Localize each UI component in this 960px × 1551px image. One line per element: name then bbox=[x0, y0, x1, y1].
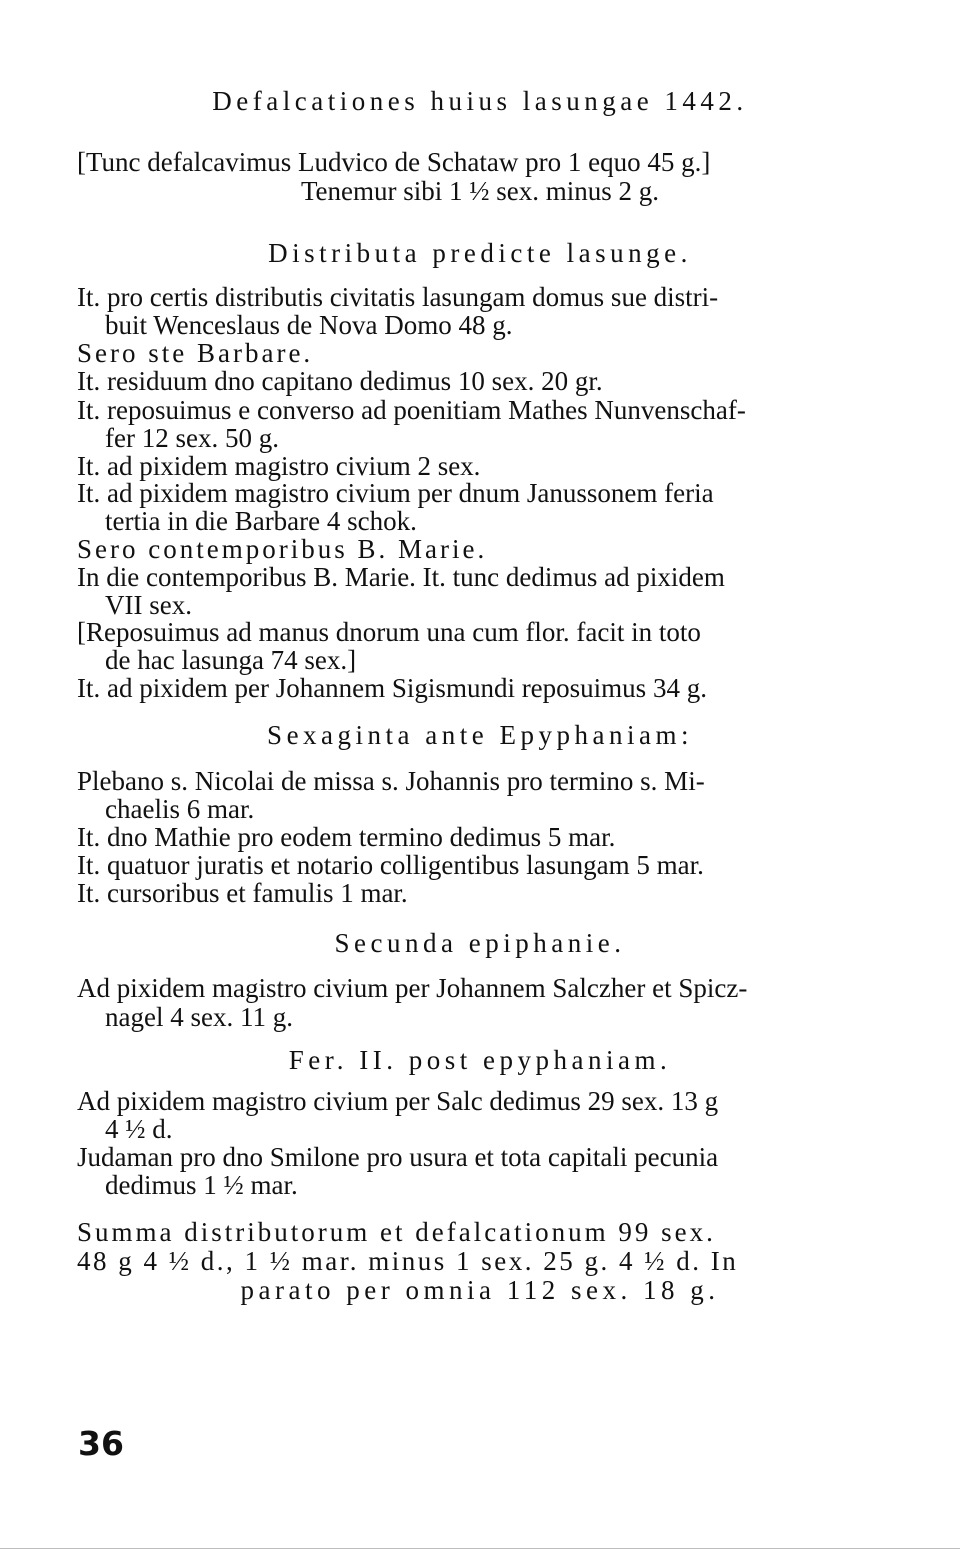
section-heading: Secunda epiphanie. bbox=[334, 928, 626, 958]
text-line: tertia in die Barbare 4 schok. bbox=[105, 506, 417, 536]
text-line: 4 ½ d. bbox=[105, 1114, 173, 1144]
text-line: It. quatuor juratis et notario colligentibus lasungam 5 mar. bbox=[77, 850, 704, 880]
section-heading: Fer. II. post epyphaniam. bbox=[288, 1045, 672, 1075]
section-heading: Distributa predicte lasunge. bbox=[268, 238, 692, 268]
text-line: It. dno Mathie pro eodem termino dedimus 5 mar. bbox=[77, 822, 616, 852]
text-line: Ad pixidem magistro civium per Johannem Salczher et Spicz- bbox=[77, 973, 748, 1003]
text-line: Sero contemporibus B. Marie. bbox=[77, 534, 488, 564]
text-line: It. ad pixidem per Johannem Sigismundi reposuimus 34 g. bbox=[77, 673, 707, 703]
summa-line: 48 g 4 ½ d., 1 ½ mar. minus 1 sex. 25 g. 4 ½ d. In bbox=[77, 1246, 739, 1276]
text-line: It. residuum dno capitano dedimus 10 sex. 20 gr. bbox=[77, 366, 603, 396]
text-line: Plebano s. Nicolai de missa s. Johannis pro termino s. Mi- bbox=[77, 766, 705, 796]
text-line: chaelis 6 mar. bbox=[105, 794, 255, 824]
text-line: [Reposuimus ad manus dnorum una cum flor. facit in toto bbox=[77, 617, 701, 647]
summa-line: Summa distributorum et defalcationum 99 sex. bbox=[77, 1217, 716, 1247]
text-line: dedimus 1 ½ mar. bbox=[105, 1170, 298, 1200]
text-line: It. ad pixidem magistro civium per dnum Janussonem feria bbox=[77, 478, 714, 508]
text-line: fer 12 sex. 50 g. bbox=[105, 423, 279, 453]
text-line: buit Wenceslaus de Nova Domo 48 g. bbox=[105, 310, 513, 340]
section-heading: Sexaginta ante Epyphaniam: bbox=[267, 720, 693, 750]
text-line: [Tunc defalcavimus Ludvico de Schataw pro 1 equo 45 g.] bbox=[77, 147, 711, 177]
page-number: 36 bbox=[78, 1424, 124, 1463]
text-line: It. cursoribus et famulis 1 mar. bbox=[77, 878, 408, 908]
bottom-rule bbox=[0, 1548, 960, 1549]
text-line: de hac lasunga 74 sex.] bbox=[105, 645, 357, 675]
text-line: VII sex. bbox=[105, 590, 192, 620]
text-line: Sero ste Barbare. bbox=[77, 338, 314, 368]
text-line: Ad pixidem magistro civium per Salc dedimus 29 sex. 13 g bbox=[77, 1086, 719, 1116]
text-line: nagel 4 sex. 11 g. bbox=[105, 1002, 293, 1032]
text-line: In die contemporibus B. Marie. It. tunc dedimus ad pixidem bbox=[77, 562, 725, 592]
text-line: Judaman pro dno Smilone pro usura et tota capitali pecunia bbox=[77, 1142, 719, 1172]
text-line: It. ad pixidem magistro civium 2 sex. bbox=[77, 451, 481, 481]
text-line: It. pro certis distributis civitatis lasungam domus sue distri- bbox=[77, 282, 719, 312]
section-heading: Defalcationes huius lasungae 1442. bbox=[212, 86, 748, 116]
text-line: Tenemur sibi 1 ½ sex. minus 2 g. bbox=[300, 176, 660, 206]
summa-line: parato per omnia 112 sex. 18 g. bbox=[240, 1275, 720, 1305]
text-line: It. reposuimus e converso ad poenitiam Mathes Nunvenschaf- bbox=[77, 395, 746, 425]
